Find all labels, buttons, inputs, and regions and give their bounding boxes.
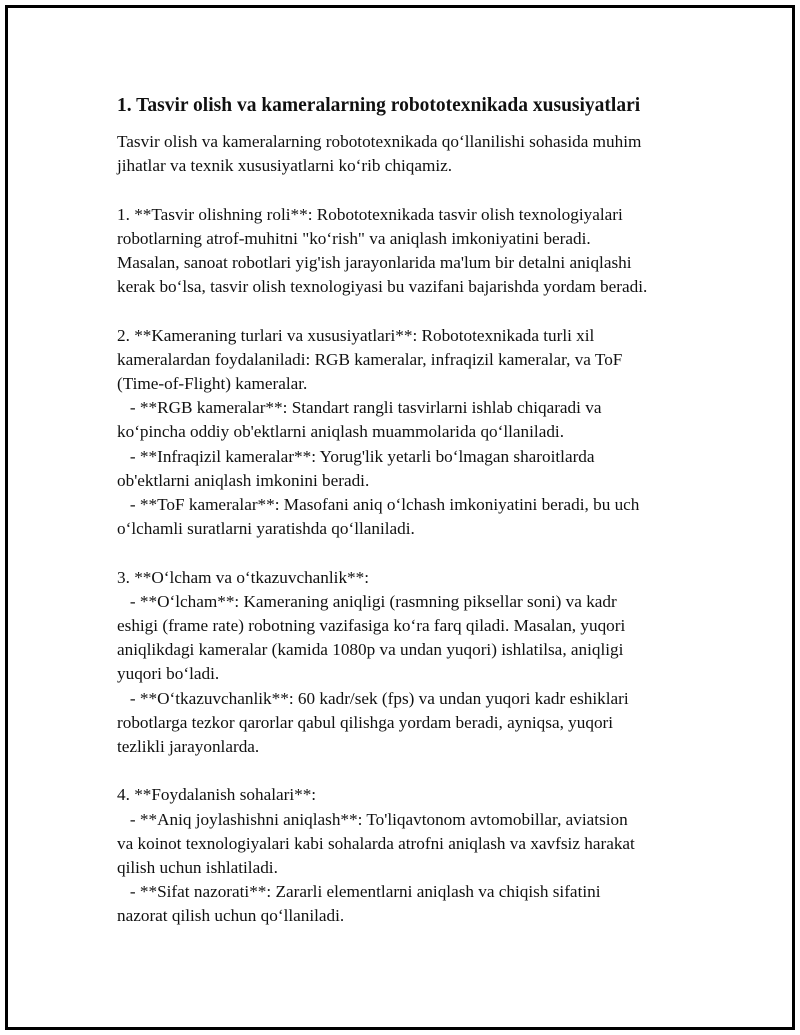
text-line: robotlarga tezkor qarorlar qabul qilishga yordam beradi, ayniqsa, yuqori <box>117 712 614 732</box>
text-line: va koinot texnologiyalari kabi sohalarda atrofni aniqlash va xavfsiz harakat <box>117 833 635 853</box>
text-line: 1. **Tasvir olishning roli**: Robototexnikada tasvir olish texnologiyalari <box>117 204 623 224</box>
text-line: - **Aniq joylashishni aniqlash**: To'liqavtonom avtomobillar, aviatsion <box>117 809 628 829</box>
section-4-use-areas <box>117 783 707 928</box>
document-body <box>117 92 707 929</box>
text-line: 3. **O‘lcham va o‘tkazuvchanlik**: <box>117 567 370 587</box>
paragraph-gap <box>117 299 707 323</box>
text-line: tezlikli jarayonlarda. <box>117 737 260 757</box>
text-line: - **RGB kameralar**: Standart rangli tasvirlarni ishlab chiqaradi va <box>117 398 602 418</box>
text-line: robotlarning atrof-muhitni "ko‘rish" va aniqlash imkoniyatini beradi. <box>117 228 591 248</box>
text-line: kerak bo‘lsa, tasvir olish texnologiyasi bu vazifani bajarishda yordam beradi. <box>117 277 648 297</box>
text-line: - **O‘tkazuvchanlik**: 60 kadr/sek (fps) va undan yuqori kadr eshiklari <box>117 688 629 708</box>
section-1-imaging-role <box>117 203 707 300</box>
text-line: ko‘pincha oddiy ob'ektlarni aniqlash muammolarida qo‘llaniladi. <box>117 422 564 442</box>
text-line: Masalan, sanoat robotlari yig'ish jarayonlarida ma'lum bir detalni aniqlashi <box>117 253 632 272</box>
text-line: ob'ektlarni aniqlash imkonini beradi. <box>117 470 370 490</box>
text-line: - **ToF kameralar**: Masofani aniq o‘lchash imkoniyatini beradi, bu uch <box>117 495 640 515</box>
paragraph-gap <box>117 541 707 565</box>
document-title: 1. Tasvir olish va kameralarning robototexnikada xususiyatlari <box>117 95 641 116</box>
paragraph-gap <box>117 759 707 783</box>
paragraph-gap <box>117 178 707 202</box>
text-line: kameralardan foydalaniladi: RGB kameralar, infraqizil kameralar, va ToF <box>117 349 623 369</box>
text-line: (Time-of-Flight) kameralar. <box>117 374 308 393</box>
text-line: - **O‘lcham**: Kameraning aniqligi (rasmning piksellar soni) va kadr <box>117 591 617 611</box>
text-line: eshigi (frame rate) robotning vazifasiga ko‘ra farq qiladi. Masalan, yuqori <box>117 616 626 636</box>
text-line: jihatlar va texnik xususiyatlarni ko‘rib chiqamiz. <box>117 156 453 176</box>
intro-paragraph <box>117 130 707 178</box>
text-line: - **Infraqizil kameralar**: Yorug'lik yetarli bo‘lmagan sharoitlarda <box>117 446 595 466</box>
text-line: 2. **Kameraning turlari va xususiyatlari**: Robototexnikada turli xil <box>117 325 595 345</box>
section-3-resolution-throughput <box>117 566 707 760</box>
section-2-camera-types <box>117 324 707 542</box>
text-line: - **Sifat nazorati**: Zararli elementlarni aniqlash va chiqish sifatini <box>117 882 601 902</box>
text-line: o‘lchamli suratlarni yaratishda qo‘llaniladi. <box>117 519 415 539</box>
text-line: 4. **Foydalanish sohalari**: <box>117 785 317 805</box>
text-line: Tasvir olish va kameralarning robototexnikada qo‘llanilishi sohasida muhim <box>117 132 642 151</box>
text-line: aniqlikdagi kameralar (kamida 1080p va undan yuqori) ishlatilsa, aniqligi <box>117 640 624 660</box>
text-line: yuqori bo‘ladi. <box>117 664 220 684</box>
text-line: qilish uchun ishlatiladi. <box>117 858 278 878</box>
text-line: nazorat qilish uchun qo‘llaniladi. <box>117 906 345 926</box>
